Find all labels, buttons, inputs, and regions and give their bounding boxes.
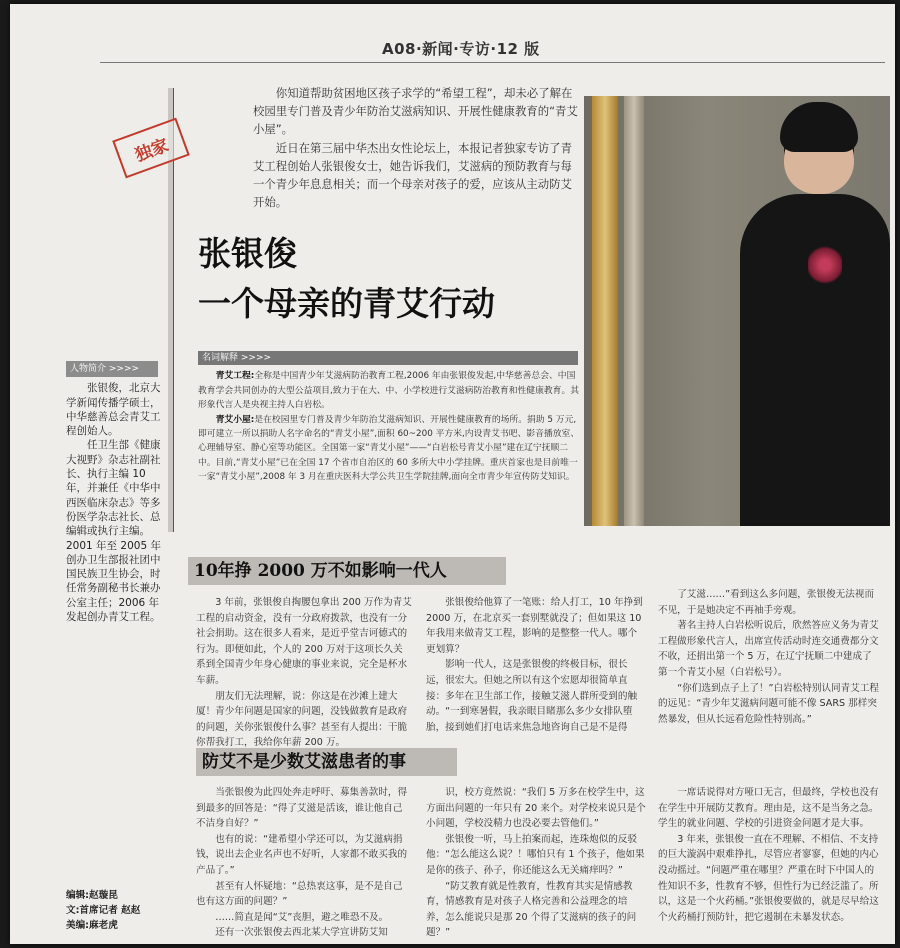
intro-paragraphs [253, 84, 583, 211]
header-rule [100, 62, 885, 63]
section-2-column-2 [426, 785, 646, 941]
section-1-col3-p3: “你们选到点子上了！”白岩松特别认同青艾工程的远见：“青少年艾滋病问题可能不像 SARS 那样突然暴发，但从长远看危险性特别高。” [658, 682, 880, 725]
section-1-column-1 [196, 595, 412, 751]
term-1 [198, 369, 582, 412]
section-2-col3-p1: 一席话说得对方哑口无言，但最终，学校也没有在学生中开展防艾教育。理由是，这不是当务之急。学生的就业问题、学校的引进资金问题才是大事。 [658, 787, 879, 830]
article-title [198, 229, 495, 329]
section-1-heading: 10年挣 2000 万不如影响一代人 [188, 557, 506, 585]
section-1-col3-p2: 著名主持人白岩松听说后，欣然答应义务为青艾工程做形象代言人，出席宣传活动时连交通费都分文不收，还捐出第一个 5 万，在辽宁抚顺二中建成了第一个青艾小屋（白岩松号）。 [658, 620, 879, 678]
photo-corsage [808, 244, 842, 286]
term-explanation [198, 351, 582, 485]
credit-designer: 美编:麻老虎 [66, 920, 118, 931]
section-1-column-3 [658, 587, 880, 727]
section-1-col2-p2: 影响一代人，这是张银俊的终极目标，很长远，很宏大。但她之所以有这个宏愿却很简单直接：多年在卫生部工作，接触艾滋人群所受到的触动。“一到寒暑假，我亲眼目睹那么多少女排队堕胎，接到她们打电话来焦急地咨询自己是不是得 [426, 659, 638, 733]
exclusive-stamp: 独家 [112, 118, 190, 179]
section-2-col1-p4: ……简直是闻“艾”丧胆，避之唯恐不及。 [215, 911, 389, 923]
section-2-col2-p2: 张银俊一听，马上拍案而起，连珠炮似的反驳他：“怎么能这么说？！哪怕只有 1 个孩子，他如果是你的孩子、孙子，你还能这么无关痛痒吗？” [426, 833, 645, 876]
section-2-col1-p1: 当张银俊为此四处奔走呼吁、募集善款时，得到最多的回答是：“得了艾滋是活该，谁让他自己不洁身自好？” [196, 787, 408, 830]
section-2-col1-p3: 甚至有人怀疑地：“总热衷这事，是不是自己也有这方面的问题？” [196, 880, 403, 908]
term-2-text: 是在校园里专门普及青少年防治艾滋病知识、开展性健康教育的场所。捐助 5 万元,即可建立一所以捐助人名字命名的“青艾小屋”,面积 60~200 平方米,内设青艾书吧、影音播放室、心理辅导室、静心室等功能区。全国第一家“青艾小屋”——“白岩松号青艾小屋”建在辽宁抚顺二中。目前,“青艾小屋”已在全国 17 个省市自治区的 60 多所大中小学挂牌。重庆首家也是目前唯一一家“青艾小屋”,2008 年 3 月在重庆医科大学公共卫生学院挂牌,面向全市青少年宣传防艾知识。 [198, 414, 580, 483]
section-2-col1-p2: 也有的说：“建希望小学还可以，为艾滋病捐钱，说出去企业名声也不好听，人家都不敢买我的产品了。” [196, 833, 408, 876]
profile-label: 人物简介 >>>> [66, 361, 158, 377]
photo-background-panel [624, 96, 644, 526]
section-2-column-1 [196, 785, 412, 941]
section-1-col3-p1: 了艾滋……”看到这么多问题，张银俊无法视而不见，于是她决定不再袖手旁观。 [658, 589, 875, 616]
section-2-col2-p1: 识，校方竟然说：“我们 5 万多在校学生中，这方面出问题的一年只有 20 来个。对学校来说只是个小问题，学校没精力也没必要去管他们。” [426, 787, 646, 830]
section-2-col1-p5: 还有一次张银俊去西北某大学宣讲防艾知 [215, 927, 388, 939]
portrait-photo [584, 96, 890, 526]
term-2-name: 青艾小屋: [215, 414, 255, 425]
title-line-2: 一个母亲的青艾行动 [198, 284, 495, 323]
photo-background-board [592, 96, 618, 526]
section-2-heading: 防艾不是少数艾滋患者的事 [196, 748, 457, 776]
credits [66, 888, 140, 933]
section-1-col2-p1: 张银俊给他算了一笔账：给人打工，10 年挣到 2000 万，在北京买一套别墅就没了；但如果这 10 年我用来做青艾工程，影响的是整整一代人。哪个更划算？ [426, 597, 643, 655]
term-1-name: 青艾工程: [215, 371, 255, 382]
term-2 [198, 413, 582, 485]
intro-paragraph-2: 近日在第三届中华杰出女性论坛上，本报记者独家专访了青艾工程创始人张银俊女士，她告诉我们，艾滋病的预防教育与每一个青少年息息相关；而一个母亲对孩子的爱，应该从主动防艾开始。 [253, 140, 572, 210]
term-label: 名词解释 >>>> [198, 351, 578, 365]
term-1-text: 全称是中国青少年艾滋病防治教育工程,2006 年由张银俊发起,中华慈善总会、中国教育学会共同创办的大型公益项目,致力于在大、中、小学校进行艾滋病防治教育和性健康教育。其形象代言人是央视主持人白岩松。 [198, 371, 580, 411]
section-1-column-2 [426, 595, 644, 735]
intro-paragraph-1: 你知道帮助贫困地区孩子求学的“希望工程”，却未必了解在校园里专门普及青少年防治艾滋病知识、开展性健康教育的“青艾小屋”。 [253, 86, 578, 137]
section-1-col1-p2: 朋友们无法理解，说：你这是在沙滩上建大厦！青少年问题是国家的问题，没钱做教育是政府的问题，关你张银俊什么事？甚至有人提出：干脆你帮我打工，我给你年薪 200 万。 [196, 690, 408, 749]
section-2-col2-p3: “防艾教育就是性教育，性教育其实是情感教育，情感教育是对孩子人格完善和公益理念的培养，怎么能说只是那 20 个得了艾滋病的孩子的问题？” [426, 880, 637, 939]
section-2-column-3 [658, 785, 880, 925]
newspaper-page [10, 4, 895, 944]
profile-paragraph-2: 任卫生部《健康大视野》杂志社副社长、执行主编 10 年，并兼任《中华中西医临床杂志》等多份医学杂志社长、总编辑或执行主编。2001 年至 2005 年创办卫生部报社团中国民族卫生协会，时任常务副秘书长兼办公室主任；2006 年发起创办青艾工程。 [66, 439, 161, 624]
title-line-1: 张银俊 [198, 234, 297, 273]
profile-paragraph-1: 张银俊，北京大学新闻传播学硕士，中华慈善总会青艾工程创始人。 [66, 382, 161, 438]
credit-editor: 编辑:赵璇昆 [66, 890, 118, 901]
credit-reporter: 文:首席记者 赵赵 [66, 905, 141, 916]
photo-person-hair [780, 102, 858, 152]
section-1-col1-p1: 3 年前，张银俊自掏腰包拿出 200 万作为青艾工程的启动资金，没有一分政府拨款，也没有一分社会捐助。这在很多人看来，是近乎堂吉诃德式的行为。即便如此，个人的 200 万对于这项长久关系到全国青少年身心健康的事业来说，完全是杯水车薪。 [196, 597, 412, 686]
page-header: A08·新闻·专访·12 版 [382, 40, 540, 58]
person-profile [66, 361, 164, 624]
section-2-col3-p2: 3 年来，张银俊一直在不理解、不相信、不支持的巨大漩涡中艰难挣扎，尽管应者寥寥，但她的内心没动摇过。“问题严重在哪里？严重在时下中国人的性知识不多，性教育不够，但性行为已经泛滥了。所以，这是一个火药桶。”张银俊要做的，就是尽早给这个火药桶打预防针，把它遏制在未暴发状态。 [658, 833, 879, 923]
